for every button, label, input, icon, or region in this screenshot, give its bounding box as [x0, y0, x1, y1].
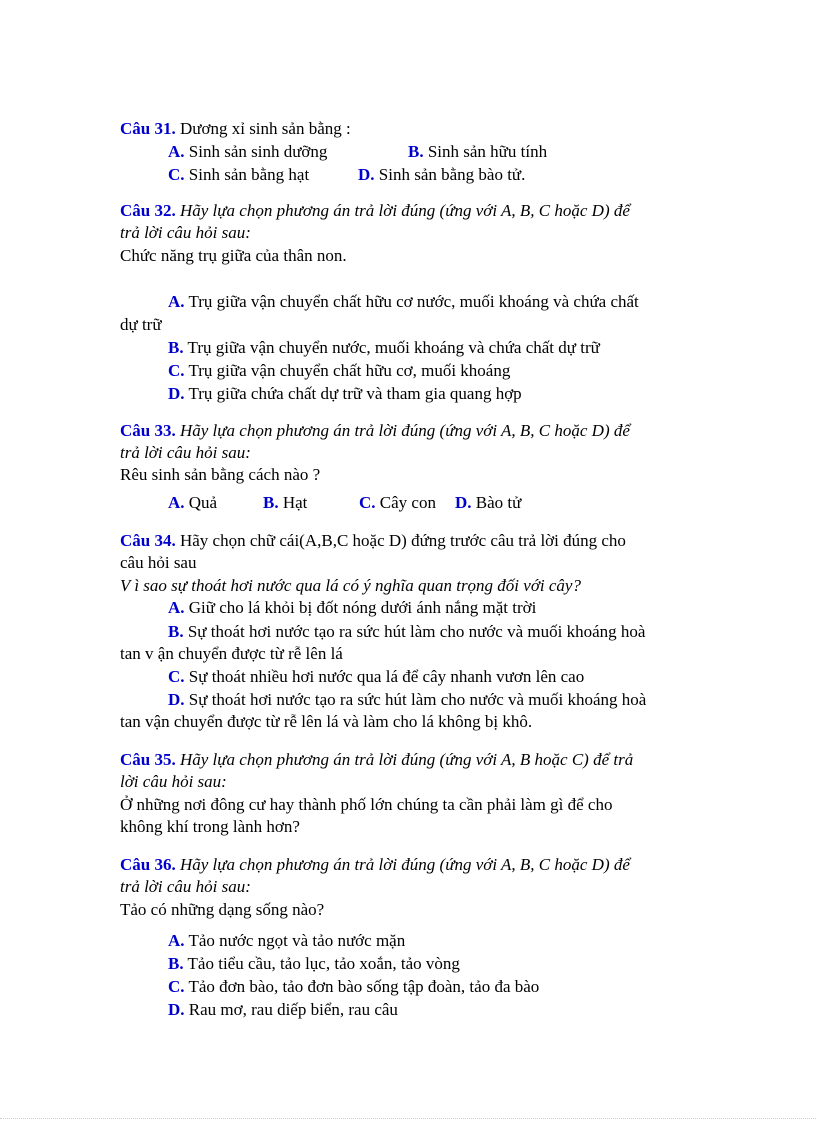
option-label: B.: [408, 142, 424, 161]
question-32-option-b: [168, 337, 600, 359]
question-31-label: Câu 31.: [120, 119, 176, 138]
question-34-label: Câu 34.: [120, 531, 176, 550]
question-33-instruction: Hãy lựa chọn phương án trả lời đúng (ứng với A, B, C hoặc D) để: [179, 421, 630, 440]
option-text: Quả: [188, 493, 218, 512]
option-text: Sự thoát nhiều hơi nước qua lá để cây nhanh vươn lên cao: [188, 667, 585, 686]
question-32-instruction: Hãy lựa chọn phương án trả lời đúng (ứng với A, B, C hoặc D) để: [179, 201, 630, 220]
option-label: B.: [168, 338, 184, 357]
question-31-option-d: [358, 164, 525, 186]
question-34-option-b-cont: tan v ận chuyển được từ rễ lên lá: [120, 644, 343, 663]
question-32-line: [120, 200, 630, 222]
option-label: C.: [359, 493, 376, 512]
question-32-option-a: [168, 291, 639, 313]
option-label: C.: [168, 165, 185, 184]
option-text: Tảo tiểu cầu, tảo lục, tảo xoắn, tảo vòng: [187, 954, 460, 973]
question-36-prompt: Tảo có những dạng sống nào?: [120, 900, 325, 919]
option-label: D.: [168, 1000, 185, 1019]
option-label: A.: [168, 598, 185, 617]
option-label: D.: [168, 384, 185, 403]
option-label: B.: [168, 622, 184, 641]
question-35-label: Câu 35.: [120, 750, 176, 769]
option-text: Sinh sản sinh dưỡng: [188, 142, 328, 161]
option-label: A.: [168, 292, 185, 311]
question-32-option-d: [168, 383, 522, 405]
question-34-sub-question: V ì sao sự thoát hơi nước qua lá có ý nghĩa quan trọng đối với cây?: [120, 576, 581, 595]
option-text: Sinh sản hữu tính: [427, 142, 548, 161]
question-35-prompt: Ở những nơi đông cư hay thành phố lớn chúng ta cần phải làm gì để cho: [120, 795, 613, 814]
option-text: Trụ giữa vận chuyển chất hữu cơ, muối khoáng: [188, 361, 511, 380]
option-text: Tảo nước ngọt và tảo nước mặn: [188, 931, 406, 950]
question-34-option-c: [168, 666, 584, 688]
option-text: Giữ cho lá khỏi bị đốt nóng dưới ánh nắng mặt trời: [188, 598, 537, 617]
option-label: D.: [358, 165, 375, 184]
question-34-line: [120, 530, 626, 552]
option-label: D.: [168, 690, 185, 709]
question-31-prompt: Dương xỉ sinh sản bằng :: [179, 119, 351, 138]
question-35-instruction-cont: lời câu hỏi sau:: [120, 772, 227, 791]
question-36-label: Câu 36.: [120, 855, 176, 874]
option-label: A.: [168, 142, 185, 161]
option-text: Trụ giữa chứa chất dự trữ và tham gia quang hợp: [188, 384, 522, 403]
option-label: D.: [455, 493, 472, 512]
option-text: Sự thoát hơi nước tạo ra sức hút làm cho nước và muối khoáng hoà: [188, 690, 647, 709]
question-36-instruction-cont: trả lời câu hỏi sau:: [120, 877, 251, 896]
option-text: Sinh sản bằng bào tử.: [378, 165, 526, 184]
question-36-option-a: [168, 930, 405, 952]
option-text: Tảo đơn bào, tảo đơn bào sống tập đoàn, tảo đa bào: [188, 977, 540, 996]
question-31-line: [120, 118, 351, 140]
question-33-label: Câu 33.: [120, 421, 176, 440]
option-label: C.: [168, 361, 185, 380]
question-33-instruction-cont: trả lời câu hỏi sau:: [120, 443, 251, 462]
option-text: Sinh sản bằng hạt: [188, 165, 310, 184]
page-bottom-border: [0, 1118, 816, 1119]
option-label: C.: [168, 667, 185, 686]
option-label: B.: [168, 954, 184, 973]
question-35-instruction: Hãy lựa chọn phương án trả lời đúng (ứng với A, B hoặc C) để trả: [179, 750, 634, 769]
option-label: C.: [168, 977, 185, 996]
question-31-options-row1: [168, 141, 327, 163]
question-36-instruction: Hãy lựa chọn phương án trả lời đúng (ứng với A, B, C hoặc D) để: [179, 855, 630, 874]
option-text: Trụ giữa vận chuyển chất hữu cơ nước, muối khoáng và chứa chất: [188, 292, 639, 311]
question-31-option-c: [168, 164, 309, 186]
option-text: Sự thoát hơi nước tạo ra sức hút làm cho nước và muối khoáng hoà: [187, 622, 646, 641]
question-35-prompt-cont: không khí trong lành hơn?: [120, 817, 300, 836]
question-33-option-a: [168, 492, 217, 514]
question-32-label: Câu 32.: [120, 201, 176, 220]
question-31-option-b: [408, 141, 547, 163]
option-text: Bào tử: [475, 493, 522, 512]
question-32-option-a-cont: dự trữ: [120, 315, 162, 334]
question-34-option-d: [168, 689, 646, 711]
question-33-prompt: Rêu sinh sản bằng cách nào ?: [120, 465, 321, 484]
question-34-prompt-cont: câu hỏi sau: [120, 553, 197, 572]
option-label: A.: [168, 493, 185, 512]
question-32-option-c: [168, 360, 510, 382]
question-34-option-d-cont: tan vận chuyển được từ rễ lên lá và làm cho lá không bị khô.: [120, 712, 533, 731]
question-35-line: [120, 749, 633, 771]
question-32-prompt: Chức năng trụ giữa của thân non.: [120, 246, 347, 265]
question-36-option-c: [168, 976, 539, 998]
question-33-line: [120, 420, 630, 442]
question-34-option-b: [168, 621, 645, 643]
option-text: Hạt: [282, 493, 308, 512]
question-36-option-b: [168, 953, 460, 975]
question-33-option-c: [359, 492, 436, 514]
question-36-line: [120, 854, 630, 876]
option-label: A.: [168, 931, 185, 950]
question-36-option-d: [168, 999, 398, 1021]
question-32-instruction-cont: trả lời câu hỏi sau:: [120, 223, 251, 242]
option-text: Cây con: [379, 493, 436, 512]
option-text: Rau mơ, rau diếp biển, rau câu: [188, 1000, 398, 1019]
option-label: B.: [263, 493, 279, 512]
question-33-option-d: [455, 492, 521, 514]
question-33-option-b: [263, 492, 307, 514]
question-34-prompt: Hãy chọn chữ cái(A,B,C hoặc D) đứng trước câu trả lời đúng cho: [179, 531, 626, 550]
option-text: Trụ giữa vận chuyển nước, muối khoáng và chứa chất dự trữ: [187, 338, 600, 357]
question-34-option-a: [168, 597, 536, 619]
